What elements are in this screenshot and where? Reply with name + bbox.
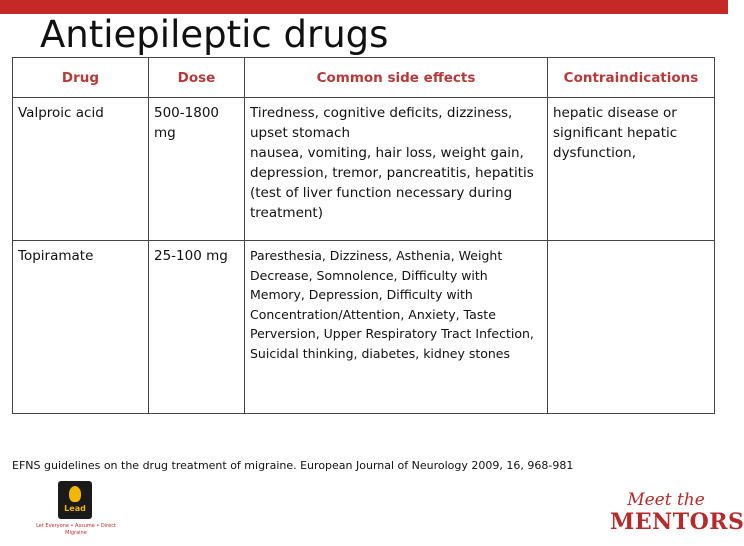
header-dose: Dose [149, 58, 245, 98]
drug-table [12, 57, 715, 414]
brand-line-2: MENTORS [610, 509, 744, 535]
drug-cell: Topiramate [13, 241, 149, 414]
table-header-row [13, 58, 715, 98]
flame-icon [69, 486, 81, 502]
top-accent-bar [0, 0, 728, 14]
table-row [13, 241, 715, 414]
side-effects-cell: Tiredness, cognitive deficits, dizziness, upset stomach nausea, vomiting, hair loss, weight gain, depression, tremor, pancreatitis, hepatitis (test of liver function necessary during treatment) [245, 98, 548, 241]
lead-logo [58, 481, 92, 519]
contraindications-cell: hepatic disease or significant hepatic dysfunction, [548, 98, 715, 241]
brand-line-1: Meet the [627, 490, 705, 510]
header-contraindications: Contraindications [548, 58, 715, 98]
logo-subtext: Let Everyone • Assume • Direct Migraine [36, 523, 116, 536]
table-row [13, 98, 715, 241]
header-side-effects: Common side effects [245, 58, 548, 98]
meet-the-mentors-logo [610, 490, 744, 535]
dose-cell: 25-100 mg [149, 241, 245, 414]
side-effects-cell: Paresthesia, Dizziness, Asthenia, Weight Decrease, Somnolence, Difficulty with Memory, Depression, Difficulty with Concentration/Attention, Anxiety, Taste Perversion, Upper Respiratory Tract Infection, Suicidal thinking, diabetes, kidney stones [245, 241, 548, 414]
slide-title: Antiepileptic drugs [40, 13, 389, 56]
logo-text: Lead [64, 504, 86, 513]
source-citation: EFNS guidelines on the drug treatment of migraine. European Journal of Neurology 2009, 16, 968-981 [12, 459, 574, 472]
contraindications-cell [548, 241, 715, 414]
drug-cell: Valproic acid [13, 98, 149, 241]
dose-cell: 500-1800 mg [149, 98, 245, 241]
header-drug: Drug [13, 58, 149, 98]
